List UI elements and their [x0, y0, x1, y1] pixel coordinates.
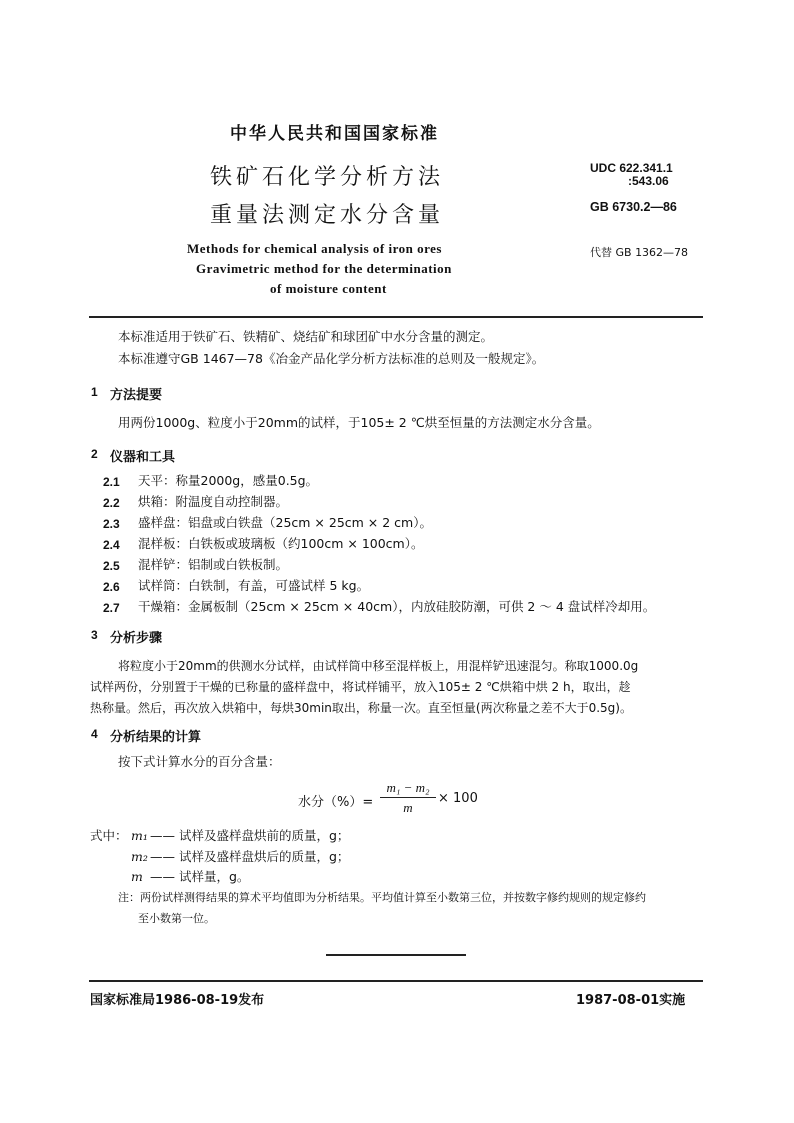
- section-3-line-2: 试样两份，分别置于干燥的已称量的盛样盘中，将试样铺平，放入105± 2 ℃烘箱中烘 2 h，取出，趁: [90, 680, 631, 694]
- formula-denominator: m: [403, 800, 413, 815]
- effective-date: 1987-08-01实施: [576, 993, 686, 1008]
- section-4-intro: 按下式计算水分的百分含量：: [118, 754, 281, 769]
- note-line-1: 注：两份试样测得结果的算术平均值即为分析结果。平均值计算至小数第三位，并按数字修约规则的规定修约: [118, 891, 646, 904]
- formula-numerator: m₁ − m₂: [386, 780, 430, 795]
- section-3-line-3: 热称量。然后，再次放入烘箱中，每烘30min取出，称量一次。直至恒量(两次称量之差不大于0.5g)。: [90, 701, 632, 715]
- item-2-1-number: 2.1: [103, 475, 120, 489]
- var-m-symbol: m: [131, 869, 143, 884]
- where-label: 式中：: [90, 828, 128, 843]
- english-title-line-1: Methods for chemical analysis of iron ores: [187, 241, 442, 256]
- replaces-standard: 代替 GB 1362—78: [590, 246, 689, 259]
- section-1-text: 用两份1000g、粒度小于20mm的试样，于105± 2 ℃烘至恒量的方法测定水分含量。: [118, 415, 600, 430]
- item-2-4-number: 2.4: [103, 538, 120, 552]
- var-m2-desc: —— 试样及盛样盘烘后的质量，g；: [150, 849, 350, 864]
- english-title-line-3: of moisture content: [270, 281, 387, 296]
- section-4-title: 分析结果的计算: [110, 730, 202, 745]
- var-m-desc: —— 试样量，g。: [150, 869, 250, 884]
- item-2-3-number: 2.3: [103, 517, 120, 531]
- section-4-number: 4: [91, 727, 98, 741]
- item-2-5-number: 2.5: [103, 559, 120, 573]
- item-2-2-text: 烘箱：附温度自动控制器。: [138, 494, 289, 509]
- item-2-6-number: 2.6: [103, 580, 120, 594]
- header-divider: [89, 316, 703, 318]
- note-line-2: 至小数第一位。: [138, 912, 215, 925]
- title-line-1: 铁矿石化学分析方法: [210, 165, 445, 190]
- gb-number: GB 6730.2—86: [590, 200, 677, 214]
- section-3-number: 3: [91, 628, 98, 642]
- item-2-1-text: 天平：称量2000g，感量0.5g。: [138, 473, 319, 488]
- english-title-line-2: Gravimetric method for the determination: [196, 261, 452, 276]
- item-2-6-text: 试样筒：白铁制，有盖，可盛试样 5 kg。: [138, 578, 370, 593]
- formula-fraction-bar: [380, 797, 436, 798]
- item-2-2-number: 2.2: [103, 496, 120, 510]
- section-2-number: 2: [91, 447, 98, 461]
- item-2-4-text: 混样板：白铁板或玻璃板（约100cm × 100cm）。: [138, 536, 424, 551]
- var-m1-desc: —— 试样及盛样盘烘前的质量，g；: [150, 828, 350, 843]
- section-2-title: 仪器和工具: [110, 450, 176, 465]
- section-3-line-1: 将粒度小于20mm的供测水分试样，由试样筒中移至混样板上，用混样铲迅速混匀。称取1000.0g: [118, 659, 639, 673]
- formula-lhs: 水分（%）=: [298, 795, 374, 810]
- formula-rhs: × 100: [438, 791, 478, 806]
- var-m1-symbol: m₁: [131, 828, 148, 843]
- udc-code-line-1: UDC 622.341.1: [590, 161, 673, 175]
- issued-date: 国家标准局1986-08-19发布: [90, 993, 265, 1008]
- item-2-7-text: 干燥箱：金属板制（25cm × 25cm × 40cm），内放硅胶防潮，可供 2 ～ 4 盘试样冷却用。: [138, 599, 656, 614]
- intro-compliance: 本标准遵守GB 1467—78《冶金产品化学分析方法标准的总则及一般规定》。: [118, 351, 545, 366]
- item-2-5-text: 混样铲：铝制或白铁板制。: [138, 557, 289, 572]
- udc-code-line-2: :543.06: [628, 174, 669, 188]
- item-2-7-number: 2.7: [103, 601, 120, 615]
- title-line-2: 重量法测定水分含量: [210, 203, 445, 228]
- issuer-heading: 中华人民共和国国家标准: [230, 124, 439, 144]
- footer-divider: [89, 980, 703, 982]
- item-2-3-text: 盛样盘：铝盘或白铁盘（25cm × 25cm × 2 cm）。: [138, 515, 432, 530]
- section-1-title: 方法提要: [110, 388, 163, 403]
- end-of-text-divider: [326, 954, 466, 956]
- intro-scope: 本标准适用于铁矿石、铁精矿、烧结矿和球团矿中水分含量的测定。: [118, 329, 494, 344]
- section-3-title: 分析步骤: [110, 631, 163, 646]
- section-1-number: 1: [91, 385, 98, 399]
- var-m2-symbol: m₂: [131, 849, 148, 864]
